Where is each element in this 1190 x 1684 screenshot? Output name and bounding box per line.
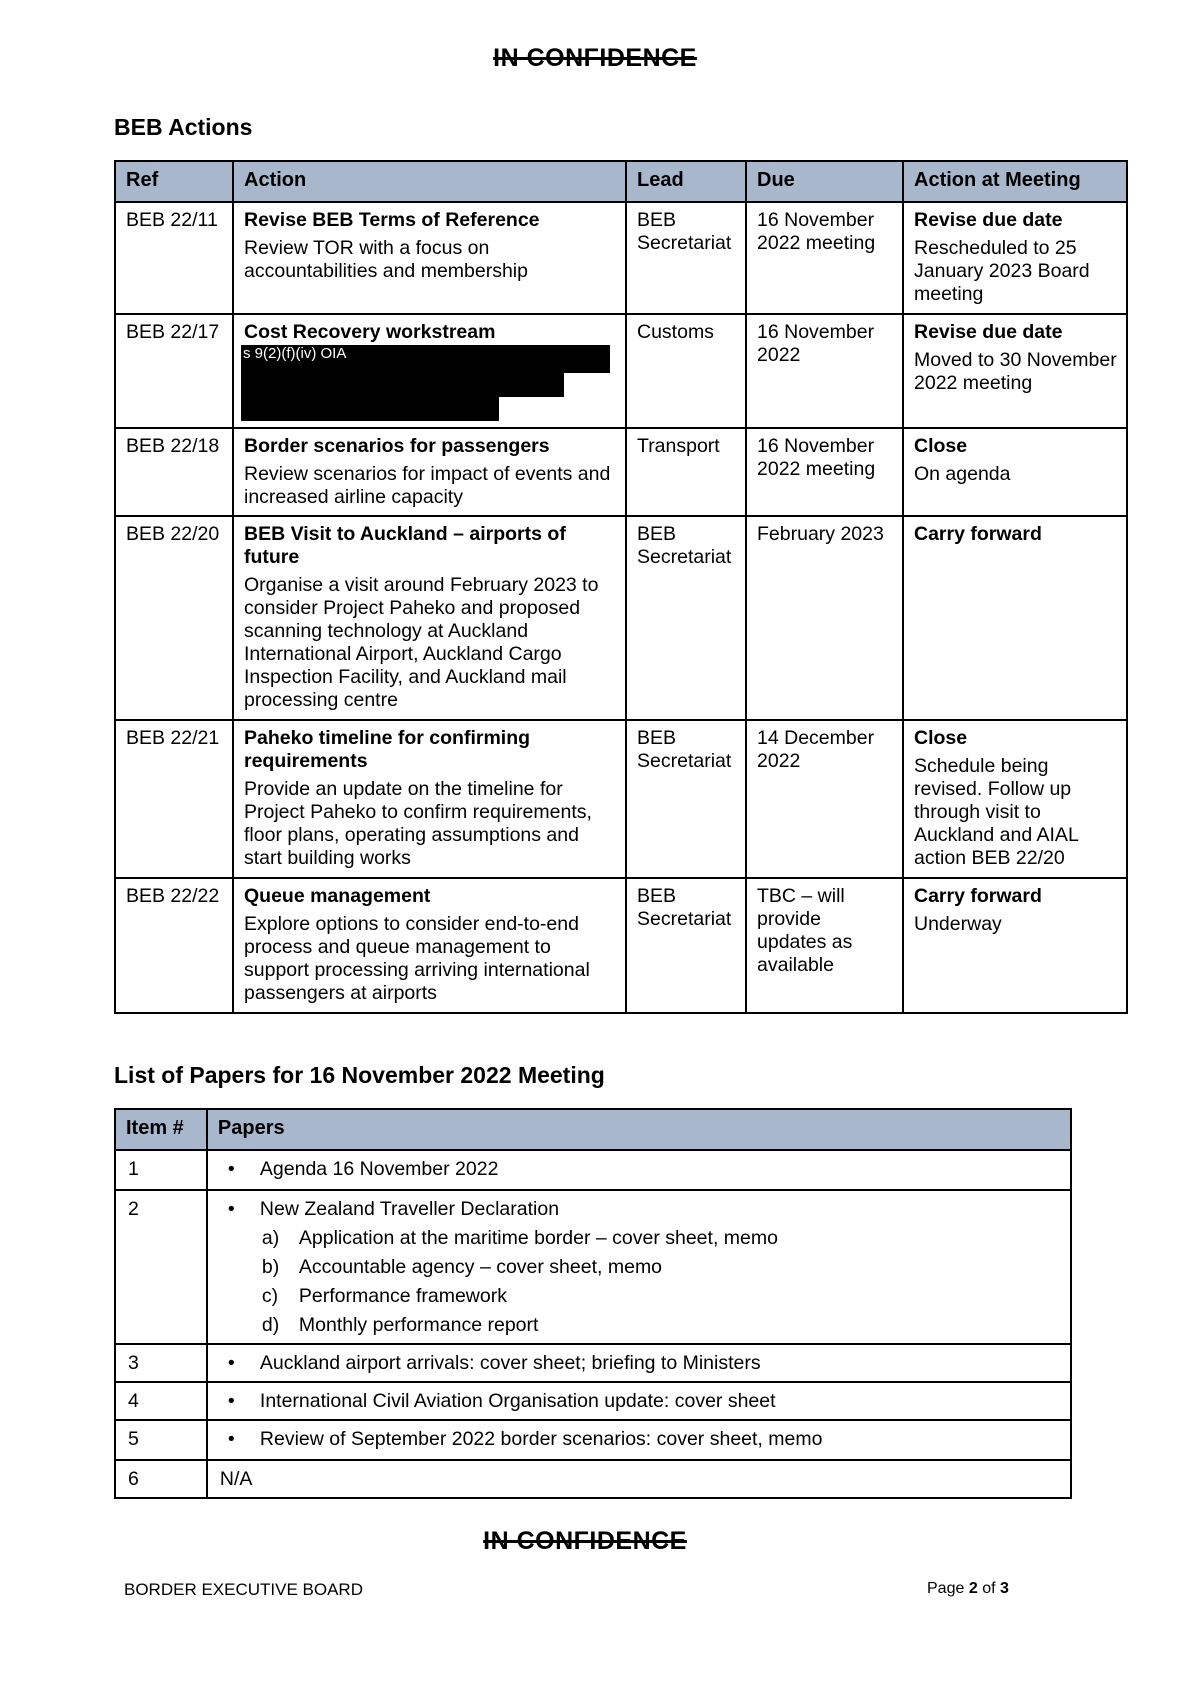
meeting-action-detail: Rescheduled to 25 January 2023 Board meeting <box>914 237 1090 305</box>
page-number <box>927 1580 1009 1598</box>
redacted-block <box>241 345 616 423</box>
column-header-action-at-meeting: Action at Meeting <box>903 161 1127 202</box>
meeting-action-title: Revise due date <box>914 321 1063 343</box>
meeting-action-cell <box>903 314 1127 428</box>
ref-cell: BEB 22/11 <box>115 202 233 314</box>
footer-organisation: BORDER EXECUTIVE BOARD <box>124 1580 363 1599</box>
meeting-action-cell <box>903 720 1127 878</box>
sub-item-label: d) <box>261 1314 280 1336</box>
ref-cell: BEB 22/20 <box>115 516 233 720</box>
meeting-action-title: Carry forward <box>914 523 1042 545</box>
column-header-item: Item # <box>115 1109 207 1150</box>
action-cell <box>233 878 626 1013</box>
redaction-bar <box>241 371 564 397</box>
due-cell: 16 November 2022 <box>746 314 903 428</box>
action-detail: Provide an update on the timeline for Project Paheko to confirm requirements, floor plans, operating assumptions and start building works <box>244 778 592 869</box>
due-cell: 16 November 2022 meeting <box>746 428 903 516</box>
page-of: of <box>982 1580 996 1597</box>
table-row <box>115 516 1127 720</box>
column-header-papers: Papers <box>207 1109 1071 1150</box>
item-number: 2 <box>115 1190 207 1344</box>
sub-item-text: Monthly performance report <box>298 1314 539 1336</box>
table-row <box>115 1420 1071 1460</box>
actions-header-row <box>115 161 1127 202</box>
action-cell <box>233 202 626 314</box>
due-cell: 14 December 2022 <box>746 720 903 878</box>
meeting-action-detail: Schedule being revised. Follow up through visit to Auckland and AIAL action BEB 22/20 <box>914 755 1079 869</box>
page-word: Page <box>927 1580 965 1597</box>
action-detail: Organise a visit around February 2023 to consider Project Paheko and proposed scanning technology at Auckland International Airport, Auckland Cargo Inspection Facility, and Auckland mail processing centre <box>244 574 599 711</box>
action-detail: Review TOR with a focus on accountabilities and membership <box>244 237 528 282</box>
table-row <box>115 1150 1071 1190</box>
action-title: Border scenarios for passengers <box>244 435 550 457</box>
sub-item-text: Performance framework <box>298 1285 507 1307</box>
item-number: 3 <box>115 1344 207 1382</box>
item-number: 4 <box>115 1382 207 1420</box>
meeting-action-title: Revise due date <box>914 209 1063 231</box>
lead-cell: BEB Secretariat <box>626 878 746 1013</box>
paper-cell <box>207 1150 1071 1190</box>
action-cell <box>233 314 626 428</box>
paper-cell <box>207 1344 1071 1382</box>
sub-item <box>262 1285 1060 1308</box>
column-header-ref: Ref <box>115 161 233 202</box>
column-header-due: Due <box>746 161 903 202</box>
action-cell <box>233 428 626 516</box>
lead-cell: BEB Secretariat <box>626 202 746 314</box>
papers-header-row <box>115 1109 1071 1150</box>
sub-item <box>262 1227 1060 1250</box>
table-row <box>115 1382 1071 1420</box>
paper-text: Review of September 2022 border scenarios: cover sheet, memo <box>259 1428 823 1450</box>
lead-cell: BEB Secretariat <box>626 516 746 720</box>
redaction-bar <box>241 395 499 421</box>
meeting-action-cell <box>903 202 1127 314</box>
classification-header: IN CONFIDENCE <box>493 44 697 72</box>
bullet: • <box>227 1198 235 1220</box>
meeting-action-detail: On agenda <box>914 463 1011 485</box>
table-row <box>115 428 1127 516</box>
paper-text: International Civil Aviation Organisation update: cover sheet <box>259 1390 776 1412</box>
papers-heading: List of Papers for 16 November 2022 Meeting <box>114 1062 605 1088</box>
action-title: BEB Visit to Auckland – airports of future <box>244 523 566 568</box>
table-row <box>115 314 1127 428</box>
action-title: Paheko timeline for confirming requirements <box>244 727 531 772</box>
classification-footer: IN CONFIDENCE <box>483 1527 687 1555</box>
action-detail: Explore options to consider end-to-end process and queue management to support processing arriving international passengers at airports <box>244 913 590 1004</box>
paper-text: Auckland airport arrivals: cover sheet; briefing to Ministers <box>259 1352 761 1374</box>
meeting-action-title: Carry forward <box>914 885 1042 907</box>
papers-table <box>114 1108 1072 1499</box>
meeting-action-cell <box>903 516 1127 720</box>
paper-text: New Zealand Traveller Declaration <box>259 1198 560 1220</box>
paper-cell: N/A <box>207 1460 1071 1498</box>
bullet: • <box>227 1158 235 1180</box>
paper-cell <box>207 1382 1071 1420</box>
action-cell <box>233 720 626 878</box>
sub-item-text: Accountable agency – cover sheet, memo <box>298 1256 663 1278</box>
bullet: • <box>227 1390 235 1412</box>
ref-cell: BEB 22/18 <box>115 428 233 516</box>
table-row <box>115 720 1127 878</box>
meeting-action-title: Close <box>914 727 968 749</box>
column-header-lead: Lead <box>626 161 746 202</box>
meeting-action-detail: Underway <box>914 913 1002 935</box>
lead-cell: Transport <box>626 428 746 516</box>
sub-item-label: c) <box>261 1285 279 1307</box>
paper-cell <box>207 1190 1071 1344</box>
item-number: 1 <box>115 1150 207 1190</box>
due-cell: 16 November 2022 meeting <box>746 202 903 314</box>
table-row <box>115 1344 1071 1382</box>
table-row <box>115 1190 1071 1344</box>
action-title: Revise BEB Terms of Reference <box>244 209 540 231</box>
table-row <box>115 1460 1071 1498</box>
sub-item <box>262 1314 1060 1337</box>
action-title: Cost Recovery workstream <box>244 321 496 343</box>
ref-cell: BEB 22/17 <box>115 314 233 428</box>
page-current: 2 <box>968 1580 978 1597</box>
ref-cell: BEB 22/21 <box>115 720 233 878</box>
sub-item-label: b) <box>261 1256 280 1278</box>
ref-cell: BEB 22/22 <box>115 878 233 1013</box>
action-cell <box>233 516 626 720</box>
meeting-action-detail: Moved to 30 November 2022 meeting <box>914 349 1117 394</box>
bullet: • <box>227 1352 235 1374</box>
actions-heading: BEB Actions <box>114 114 253 140</box>
paper-cell <box>207 1420 1071 1460</box>
column-header-action: Action <box>233 161 626 202</box>
page-total: 3 <box>999 1580 1009 1597</box>
redaction-label: s 9(2)(f)(iv) OIA <box>243 345 347 362</box>
meeting-action-title: Close <box>914 435 968 457</box>
meeting-action-cell <box>903 878 1127 1013</box>
action-title: Queue management <box>244 885 431 907</box>
item-number: 6 <box>115 1460 207 1498</box>
due-cell: TBC – will provide updates as available <box>746 878 903 1013</box>
sub-item-text: Application at the maritime border – cover sheet, memo <box>298 1227 778 1249</box>
bullet: • <box>227 1428 235 1450</box>
item-number: 5 <box>115 1420 207 1460</box>
table-row <box>115 878 1127 1013</box>
table-row <box>115 202 1127 314</box>
actions-table <box>114 160 1128 1014</box>
lead-cell: Customs <box>626 314 746 428</box>
action-detail: Review scenarios for impact of events and increased airline capacity <box>244 463 611 508</box>
meeting-action-cell <box>903 428 1127 516</box>
due-cell: February 2023 <box>746 516 903 720</box>
paper-text: Agenda 16 November 2022 <box>259 1158 499 1180</box>
lead-cell: BEB Secretariat <box>626 720 746 878</box>
sub-item-label: a) <box>261 1227 280 1249</box>
sub-item <box>262 1256 1060 1279</box>
